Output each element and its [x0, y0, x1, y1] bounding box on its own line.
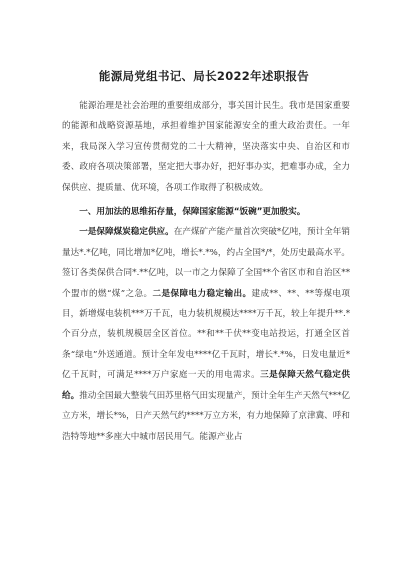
- coal-heading: 一是保障煤炭稳定供应。: [79, 227, 174, 238]
- intro-paragraph: 能源治理是社会治理的重要组成部分，事关国计民生。我市是国家重要的能源和战略资源基地，承担着维护国家能源安全的重大政治责任。一年来，我局深入学习宣传贯彻党的二十大精神，坚决落实中央、自治区和市委、政府各项决策部署，坚定把大事办好，把好事办实，把难事办成，全力保供应、提质量、优环境，各项工作取得了积极成效。: [62, 101, 350, 193]
- gas-heading: 三是保障天然气稳定供给。: [62, 370, 350, 401]
- document-title: 能源局党组书记、局长2022年述职报告: [98, 69, 310, 83]
- power-heading: 二是保障电力稳定输出。: [152, 288, 252, 299]
- coal-text: 在产煤矿产能产量首次突破*亿吨，预计全年销量达*.*亿吨，同比增加*亿吨，增长*.*%，约占全国*/*，处历史最高水平。签订各类保供合同*.**亿吨，以一市之力保障了全国**个省区市和自治区**个盟市的燃“煤”之急。: [62, 227, 350, 299]
- section-heading: 一、用加法的思维拓存量，保障国家能源“饭碗”更加殷实。: [79, 207, 306, 218]
- document-body: [62, 96, 350, 447]
- gas-text: 推动全国最大整装气田苏里格气田实现量产，预计全年生产天然气***亿立方米，增长*%，日产天然气约****万立方米，有力地保障了京津冀、呼和浩特等地**多座大中城市居民用气。能源产业占: [62, 390, 350, 442]
- supply-paragraph: [62, 222, 350, 446]
- power-text: 建成**、**、**等煤电项目，新增煤电装机***万千瓦，电力装机规模达****万千瓦，较上年提升**.*个百分点，装机规模居全区首位。**和**千伏**变电站投运，打通全区首条“绿电”外送通道。预计全年发电****亿千瓦时，增长*.*%，日发电量近*亿千瓦时，可满足****万户家庭一天的用电需求。: [62, 288, 350, 381]
